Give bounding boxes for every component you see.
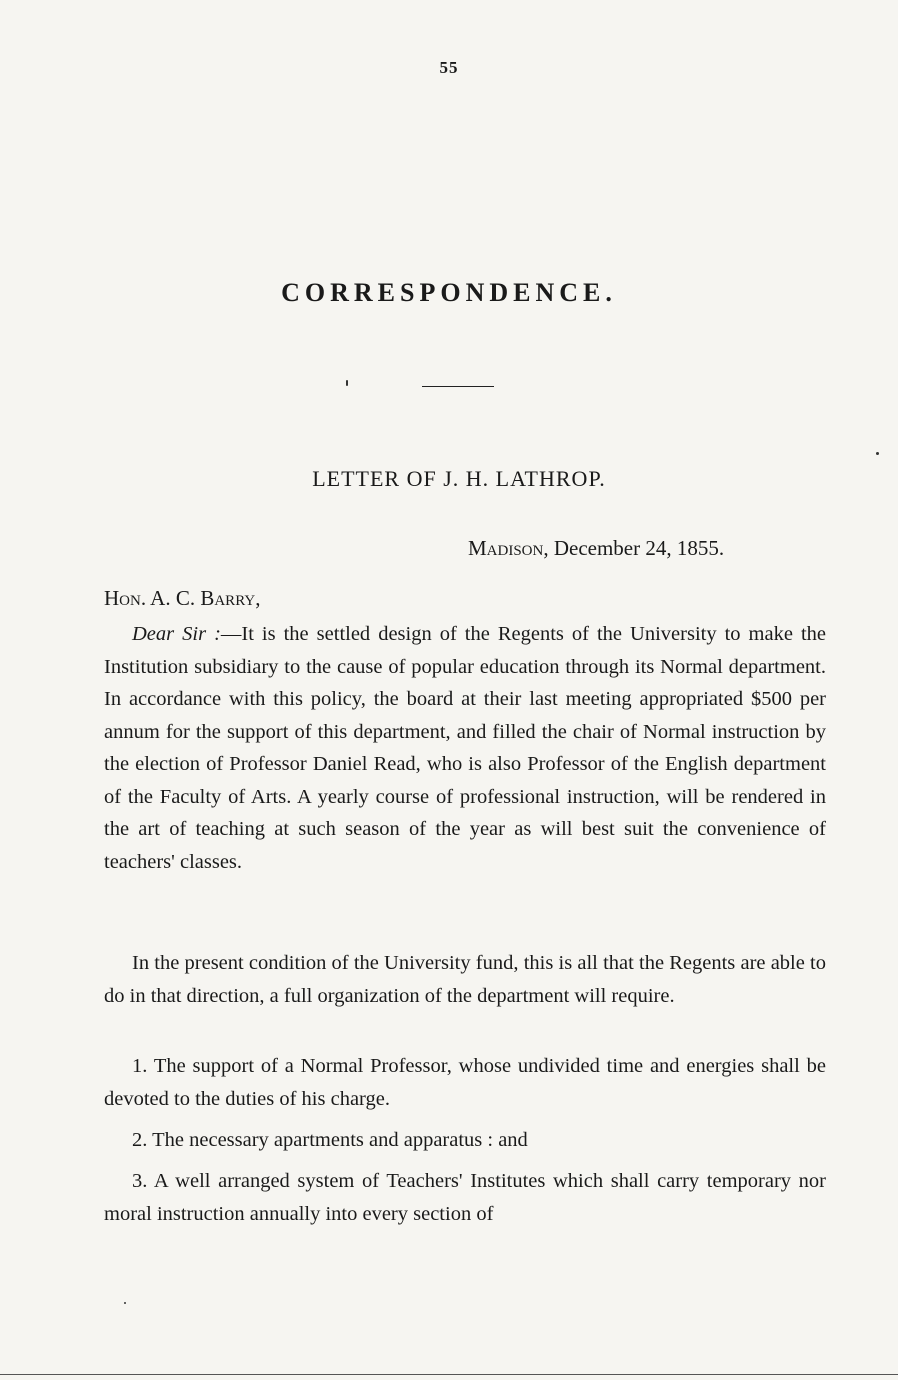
- letter-paragraph-1-text: —It is the settled design of the Regents of the University to make the Institution subsidiary to the cause of popular education through its Normal department. In accordance with this policy, the board at their last meeting appropriated $500 per annum for the support of this department, and filled the chair of Normal instruction by the election of Professor Daniel Read, who is also Professor of the English department of the Faculty of Arts. A yearly course of professional instruction, will be rendered in the art of teaching at such season of the year as will best suit the convenience of teachers' classes.: [104, 623, 826, 873]
- page-title: CORRESPONDENCE.: [281, 278, 617, 307]
- list-item-2: 2. The necessary apartments and apparatus : and: [132, 1129, 528, 1151]
- ink-speck: [124, 1302, 126, 1304]
- salutation: Hon. A. C. Barry,: [104, 586, 261, 610]
- section-divider: [422, 386, 494, 387]
- page-bottom-edge: [0, 1374, 898, 1375]
- ink-speck: [346, 380, 348, 386]
- letter-title: LETTER OF J. H. LATHROP.: [312, 466, 606, 491]
- list-item-1: 1. The support of a Normal Professor, whose undivided time and energies shall be devoted to the duties of his charge.: [104, 1055, 826, 1110]
- dateline-place: Madison: [468, 536, 544, 560]
- letter-paragraph-1: [104, 618, 826, 878]
- letter-greeting: Dear Sir :: [132, 623, 221, 645]
- page-number: 55: [439, 58, 459, 77]
- list-item-3: 3. A well arranged system of Teachers' Institutes which shall carry temporary nor moral instruction annually into every section of: [104, 1170, 826, 1225]
- dateline: [468, 536, 724, 561]
- letter-paragraph-2: In the present condition of the University fund, this is all that the Regents are able to do in that direction, a full organization of the department will require.: [104, 952, 826, 1007]
- dateline-date: , December 24, 1855.: [543, 536, 725, 560]
- ink-speck: [876, 452, 879, 455]
